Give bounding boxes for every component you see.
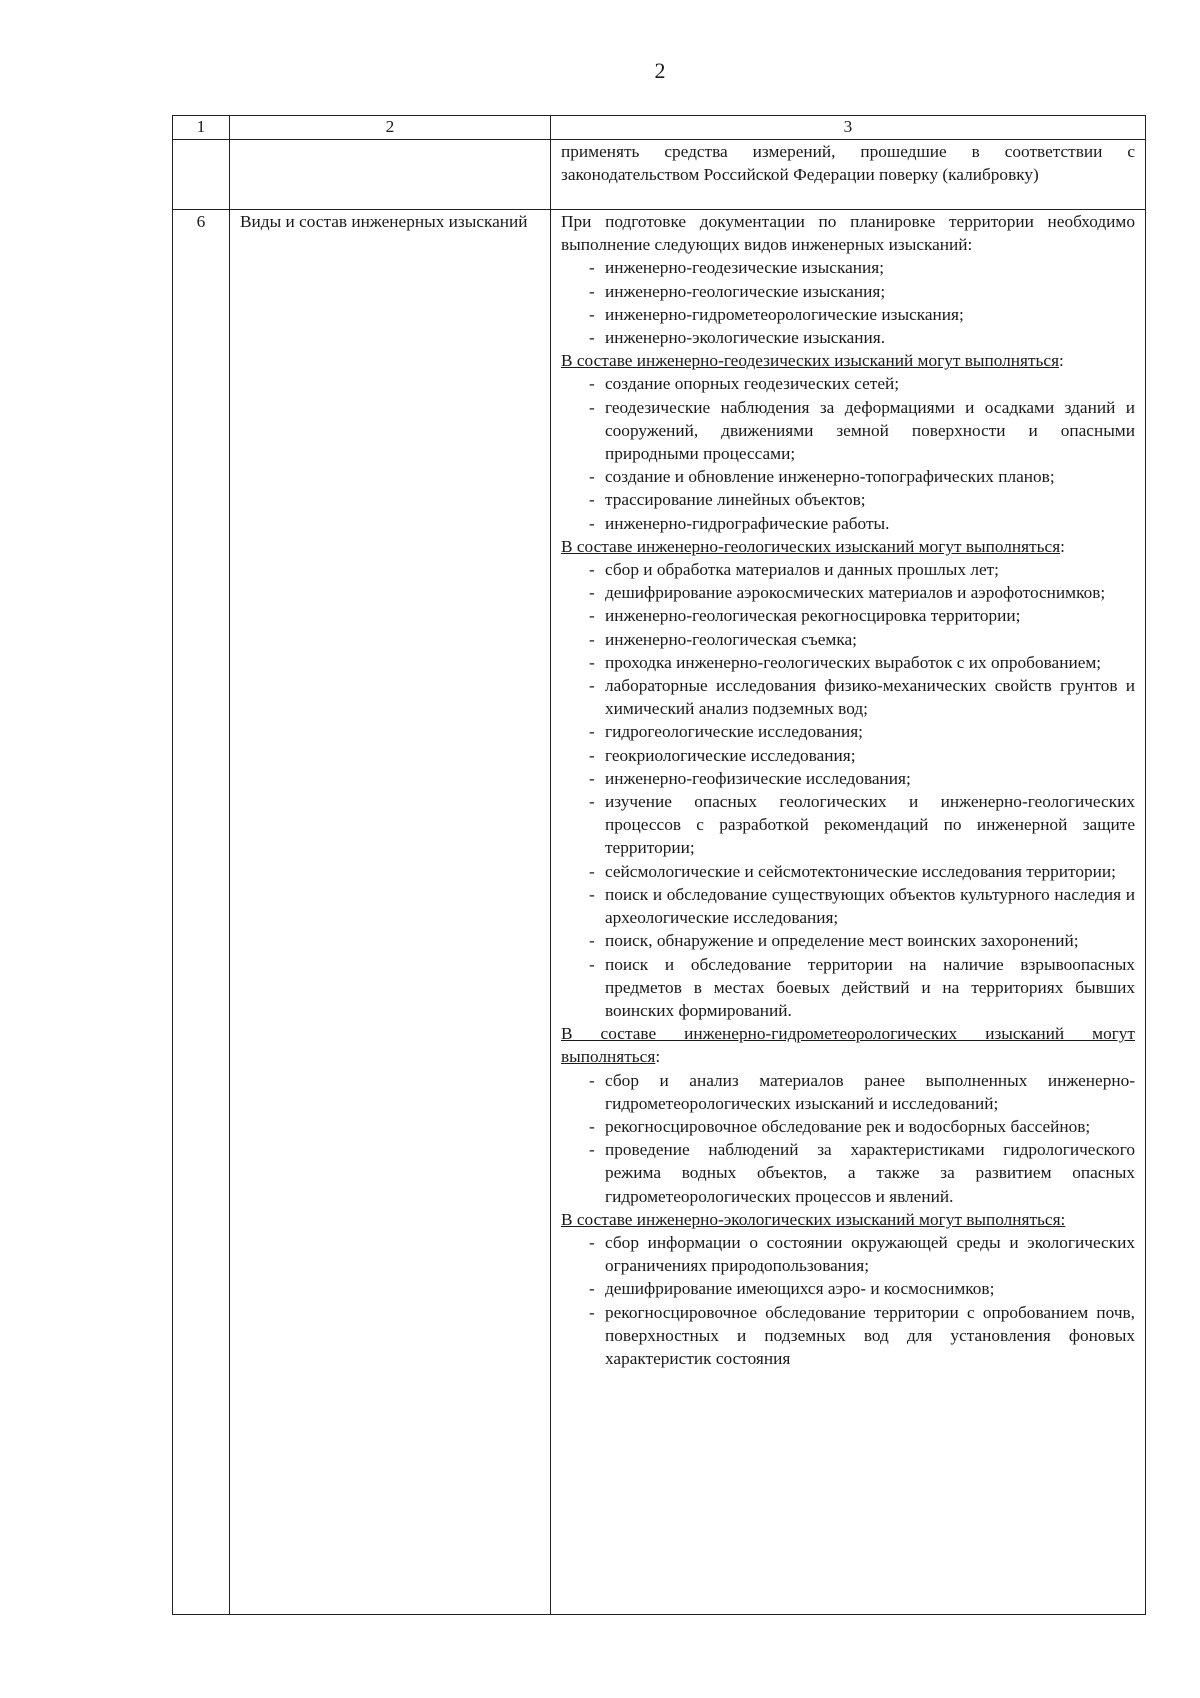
list-item: - инженерно-геологическая рекогносцировка территории; <box>561 604 1135 627</box>
section <box>561 1022 1135 1208</box>
page-number: 2 <box>654 58 666 83</box>
section <box>561 535 1135 1022</box>
section-heading <box>561 535 1135 558</box>
header-col-2: 2 <box>230 116 551 140</box>
list-item: - рекогносцировочное обследование территории с опробованием почв, поверхностных и подземных вод для установления фоновых характеристик состояния <box>561 1301 1135 1371</box>
list-item: - поиск и обследование существующих объектов культурного наследия и археологические исследования; <box>561 883 1135 929</box>
header-col-3: 3 <box>551 116 1146 140</box>
list-item: - лабораторные исследования физико-механических свойств грунтов и химический анализ подземных вод; <box>561 674 1135 720</box>
list-item: - сбор информации о состоянии окружающей среды и экологических ограничениях природопользования; <box>561 1231 1135 1277</box>
list-item: - поиск, обнаружение и определение мест воинских захоронений; <box>561 929 1135 952</box>
section-items <box>561 1069 1135 1208</box>
list-item: - дешифрирование аэрокосмических материалов и аэрофотоснимков; <box>561 581 1135 604</box>
section-heading-text: В составе инженерно-гидрометеорологических изысканий могут выполняться <box>561 1024 1135 1067</box>
header-col-1: 1 <box>173 116 230 140</box>
section-heading <box>561 1208 1135 1231</box>
list-item: - трассирование линейных объектов; <box>561 488 1135 511</box>
continued-num-cell <box>173 140 230 210</box>
list-item: - инженерно-геодезические изыскания; <box>561 256 1135 279</box>
list-item: - инженерно-гидрометеорологические изыскания; <box>561 303 1135 326</box>
list-item: - проведение наблюдений за характеристиками гидрологического режима водных объектов, а также за развитием опасных гидрометеорологических процессов и явлений. <box>561 1138 1135 1208</box>
section-items <box>561 1231 1135 1370</box>
section-heading-text: В составе инженерно-экологических изысканий могут выполняться: <box>561 1209 1066 1229</box>
section <box>561 349 1135 535</box>
list-item: - инженерно-экологические изыскания. <box>561 326 1135 349</box>
row-name: Виды и состав инженерных изысканий <box>230 210 551 1615</box>
list-item: - рекогносцировочное обследование рек и водосборных бассейнов; <box>561 1115 1135 1138</box>
section <box>561 1208 1135 1370</box>
row-number: 6 <box>173 210 230 1615</box>
list-item: - проходка инженерно-геологических выработок с их опробованием; <box>561 651 1135 674</box>
list-item: - инженерно-геофизические исследования; <box>561 767 1135 790</box>
list-item: - поиск и обследование территории на наличие взрывоопасных предметов в местах боевых действий и на территориях бывших воинских формирований. <box>561 953 1135 1023</box>
section-items <box>561 372 1135 534</box>
table-row-continued <box>173 140 1146 210</box>
list-item: - сейсмологические и сейсмотектонические исследования территории; <box>561 860 1135 883</box>
table-row <box>173 210 1146 1615</box>
sections <box>561 349 1135 1370</box>
section-heading-suffix: : <box>655 1047 661 1067</box>
section-heading-suffix: : <box>1059 351 1064 371</box>
continued-name-cell <box>230 140 551 210</box>
section-heading-suffix: : <box>1060 536 1065 556</box>
section-items <box>561 558 1135 1022</box>
list-item: - сбор и анализ материалов ранее выполненных инженерно-гидрометеорологических изысканий и исследований; <box>561 1069 1135 1115</box>
list-item: - инженерно-гидрографические работы. <box>561 512 1135 535</box>
requirements-table <box>172 115 1146 1615</box>
section-heading-text: В составе инженерно-геологических изысканий могут выполняться <box>561 536 1061 556</box>
list-item: - создание и обновление инженерно-топографических планов; <box>561 465 1135 488</box>
section-heading <box>561 349 1135 372</box>
section-heading <box>561 1022 1135 1068</box>
survey-types-list <box>561 256 1135 349</box>
section-heading-text: В составе инженерно-геодезических изысканий могут выполняться <box>561 351 1060 371</box>
list-item: - сбор и обработка материалов и данных прошлых лет; <box>561 558 1135 581</box>
continued-text: применять средства измерений, прошедшие в соответствии с законодательством Российской Федерации поверку (калибровку) <box>551 140 1146 210</box>
list-item: - дешифрирование имеющихся аэро- и космоснимков; <box>561 1277 1135 1300</box>
list-item: - геокриологические исследования; <box>561 744 1135 767</box>
list-item: - гидрогеологические исследования; <box>561 720 1135 743</box>
list-item: - создание опорных геодезических сетей; <box>561 372 1135 395</box>
table-header-row <box>173 116 1146 140</box>
row-intro: При подготовке документации по планировке территории необходимо выполнение следующих видов инженерных изысканий: <box>561 212 1135 255</box>
list-item: - изучение опасных геологических и инженерно-геологических процессов с разработкой рекомендаций по инженерной защите территории; <box>561 790 1135 860</box>
list-item: - геодезические наблюдения за деформациями и осадками зданий и сооружений, движениями земной поверхности и опасными природными процессами; <box>561 396 1135 466</box>
list-item: - инженерно-геологические изыскания; <box>561 280 1135 303</box>
list-item: - инженерно-геологическая съемка; <box>561 628 1135 651</box>
row-content <box>551 210 1146 1615</box>
